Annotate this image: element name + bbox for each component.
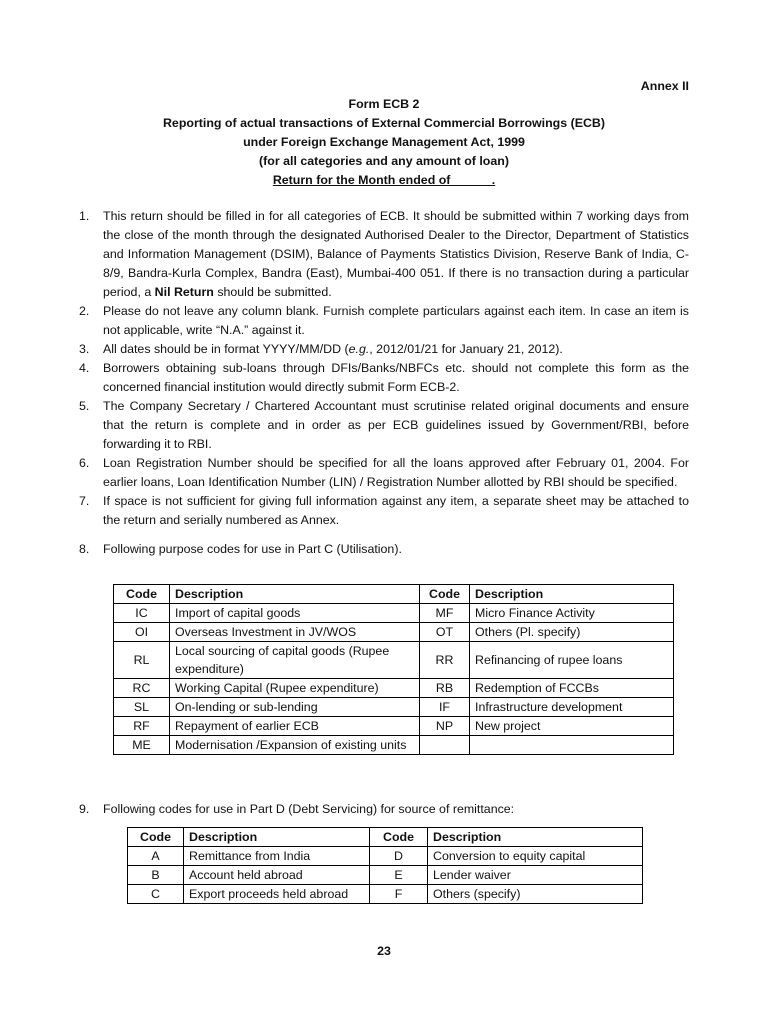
table-header-cell: Code	[128, 828, 184, 847]
item-text: , 2012/01/21 for January 21, 2012).	[369, 342, 563, 356]
instruction-item	[0, 340, 689, 359]
instruction-item	[0, 492, 689, 530]
code-cell: SL	[114, 698, 170, 717]
table-header-cell: Description	[184, 828, 370, 847]
item-text: Following codes for use in Part D (Debt Servicing) for source of remittance:	[103, 802, 515, 816]
table-row	[114, 717, 674, 736]
description-cell: Working Capital (Rupee expenditure)	[170, 679, 420, 698]
code-cell: RC	[114, 679, 170, 698]
code-cell: RR	[420, 642, 470, 679]
description-cell: Redemption of FCCBs	[470, 679, 674, 698]
item-number: 5.	[79, 399, 90, 413]
form-act-line: under Foreign Exchange Management Act, 1999	[243, 135, 525, 149]
item-text: Loan Registration Number should be specified for all the loans approved after February 01, 2004. For earlier loans, Loan Identification Number (LIN) / Registration Number allotted by RBI should be specified.	[103, 456, 689, 489]
item-number: 4.	[79, 361, 90, 375]
description-cell: Repayment of earlier ECB	[170, 717, 420, 736]
instruction-item	[0, 540, 689, 559]
item-number: 9.	[79, 802, 90, 816]
description-cell: New project	[470, 717, 674, 736]
table-row	[114, 642, 674, 679]
code-cell: E	[370, 866, 428, 885]
instructions-list	[0, 207, 768, 559]
table-row	[114, 604, 674, 623]
item-text: If space is not sufficient for giving full information against any item, a separate sheet may be attached to the return and serially numbered as Annex.	[103, 494, 689, 527]
item-text: Borrowers obtaining sub-loans through DFIs/Banks/NBFCs etc. should not complete this form as the concerned financial institution would directly submit Form ECB-2.	[103, 361, 689, 394]
code-cell: RB	[420, 679, 470, 698]
item-text: All dates should be in format YYYY/MM/DD (	[103, 342, 349, 356]
table-header-cell: Description	[470, 585, 674, 604]
description-cell: Remittance from India	[184, 847, 370, 866]
form-title-block	[0, 95, 768, 190]
description-cell	[470, 736, 674, 755]
code-cell: D	[370, 847, 428, 866]
description-cell: Lender waiver	[428, 866, 643, 885]
purpose-codes-table	[113, 584, 674, 755]
form-subtitle: Reporting of actual transactions of External Commercial Borrowings (ECB)	[162, 116, 605, 130]
description-cell: Modernisation /Expansion of existing units	[170, 736, 420, 755]
table-header-cell: Description	[170, 585, 420, 604]
table-header-cell: Code	[370, 828, 428, 847]
description-cell: Others (Pl. specify)	[470, 623, 674, 642]
description-cell: Account held abroad	[184, 866, 370, 885]
description-cell: Overseas Investment in JV/WOS	[170, 623, 420, 642]
code-cell: NP	[420, 717, 470, 736]
table-header-cell: Code	[420, 585, 470, 604]
item-number: 8.	[79, 542, 90, 556]
code-cell: C	[128, 885, 184, 904]
annex-label: Annex II	[640, 79, 689, 93]
item-number: 2.	[79, 304, 90, 318]
code-cell: F	[370, 885, 428, 904]
table-row	[114, 679, 674, 698]
nil-return-text: Nil Return	[154, 285, 214, 299]
code-cell: B	[128, 866, 184, 885]
description-cell: Export proceeds held abroad	[184, 885, 370, 904]
code-cell	[420, 736, 470, 755]
table-row	[128, 847, 643, 866]
description-cell: On-lending or sub-lending	[170, 698, 420, 717]
table-header-row	[114, 585, 674, 604]
item-number: 3.	[79, 342, 90, 356]
table-row	[128, 885, 643, 904]
code-cell: A	[128, 847, 184, 866]
instruction-item	[0, 302, 689, 340]
description-cell: Conversion to equity capital	[428, 847, 643, 866]
instruction-item-9	[0, 800, 689, 819]
return-month-line: Return for the Month ended of .	[272, 173, 496, 187]
description-cell: Import of capital goods	[170, 604, 420, 623]
remittance-codes-table	[127, 827, 643, 904]
table-header-row	[128, 828, 643, 847]
item-text: Following purpose codes for use in Part C (Utilisation).	[103, 542, 402, 556]
form-title: Form ECB 2	[348, 97, 420, 111]
item-number: 7.	[79, 494, 90, 508]
instruction-item	[0, 359, 689, 397]
table-row	[114, 736, 674, 755]
instruction-item	[0, 454, 689, 492]
item-text: The Company Secretary / Chartered Accountant must scrutinise related original documents and ensure that the return is complete and in order as per ECB guidelines issued by Government/RBI, before forwarding it to RBI.	[103, 399, 689, 451]
code-cell: IC	[114, 604, 170, 623]
page-number: 23	[377, 944, 391, 958]
code-cell: OT	[420, 623, 470, 642]
table-row	[114, 698, 674, 717]
form-scope-line: (for all categories and any amount of loan)	[259, 154, 509, 168]
item-text-italic: e.g.	[348, 342, 370, 356]
item-number: 6.	[79, 456, 90, 470]
instruction-item	[0, 397, 689, 454]
instruction-item	[0, 800, 768, 819]
code-cell: RL	[114, 642, 170, 679]
item-text: Please do not leave any column blank. Furnish complete particulars against each item. In case an item is not applicable, write “N.A.” against it.	[103, 304, 689, 337]
item-number: 1.	[79, 209, 90, 223]
item-text: should be submitted.	[213, 285, 332, 299]
table-row	[128, 866, 643, 885]
code-cell: RF	[114, 717, 170, 736]
description-cell: Others (specify)	[428, 885, 643, 904]
description-cell: Local sourcing of capital goods (Rupee expenditure)	[170, 642, 420, 679]
table-row	[114, 623, 674, 642]
table-header-cell: Description	[428, 828, 643, 847]
code-cell: OI	[114, 623, 170, 642]
description-cell: Refinancing of rupee loans	[470, 642, 674, 679]
description-cell: Infrastructure development	[470, 698, 674, 717]
code-cell: IF	[420, 698, 470, 717]
table-header-cell: Code	[114, 585, 170, 604]
code-cell: ME	[114, 736, 170, 755]
description-cell: Micro Finance Activity	[470, 604, 674, 623]
code-cell: MF	[420, 604, 470, 623]
instruction-item	[0, 207, 689, 302]
item-text: This return should be filled in for all categories of ECB. It should be submitted within 7 working days from the close of the month through the designated Authorised Dealer to the Director, Department of Statistics and Information Management (DSIM), Balance of Payments Statistics Division, Reserve Bank of India, C-8/9, Bandra-Kurla Complex, Bandra (East), Mumbai-400 051. If there is no transaction during a particular period, a	[103, 209, 689, 299]
